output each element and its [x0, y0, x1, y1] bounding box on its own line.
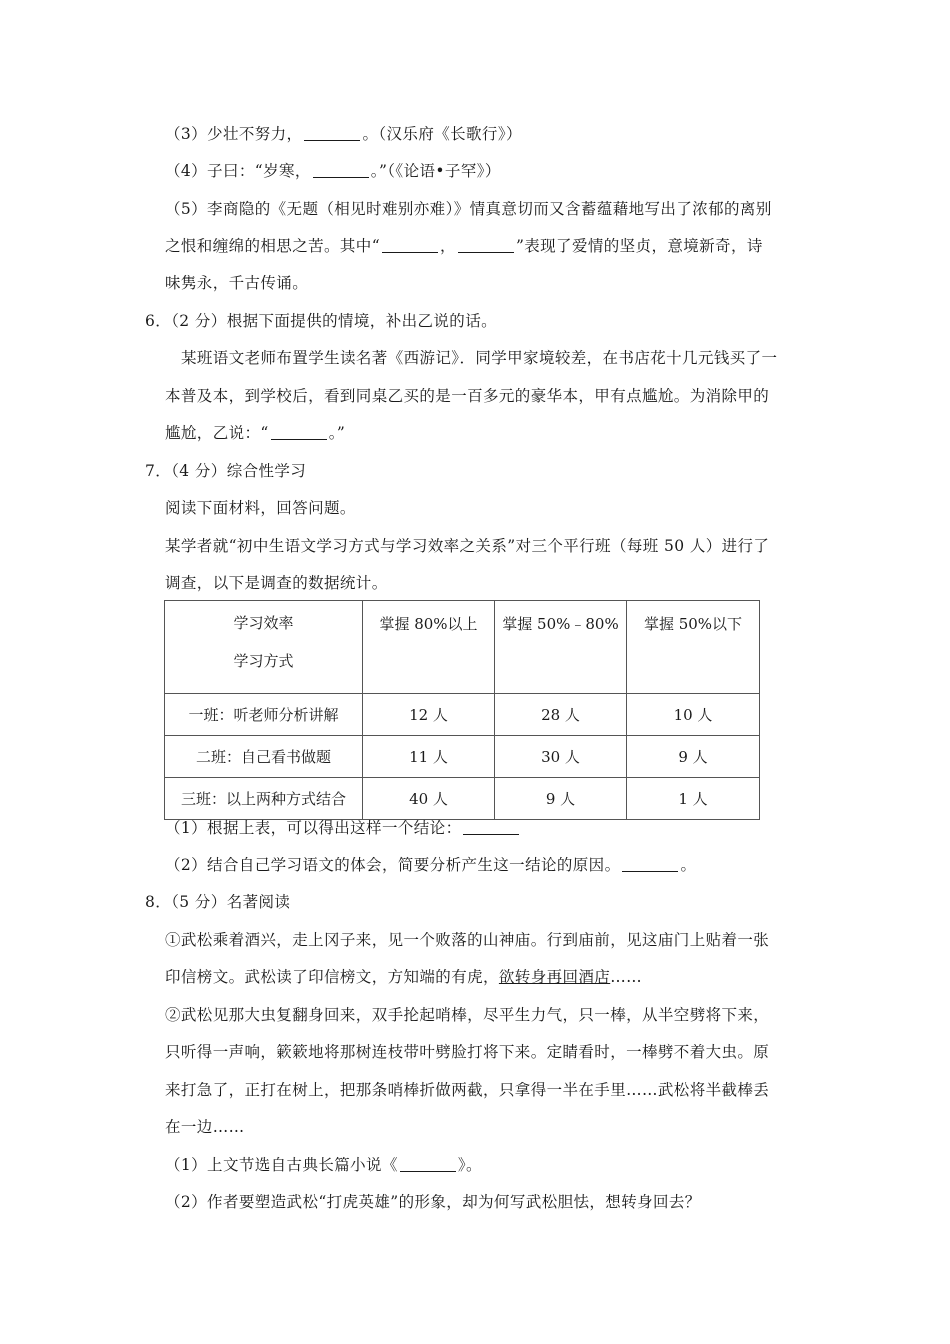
- q7-sub1: [165, 818, 521, 838]
- row-label: 三班：以上两种方式结合: [165, 778, 363, 820]
- q5-item3: [165, 124, 522, 144]
- q5-item5-line2-prefix: 之恨和缠绵的相思之苦。其中“: [165, 237, 381, 255]
- q5-item4-suffix: 。”（《论语•子罕》）: [370, 162, 501, 180]
- column-header: 掌握 80%以上: [363, 601, 495, 694]
- answer-blank[interactable]: [400, 1156, 456, 1172]
- q5-item4-prefix: （4）子曰：“岁寒，: [165, 162, 311, 180]
- q8-sub1-text: （1）上文节选自古典长篇小说《: [165, 1156, 398, 1174]
- q8-p2-line3: 来打急了，正打在树上，把那条哨棒折做两截，只拿得一半在手里……武松将半截棒丢: [165, 1081, 770, 1099]
- q8-p1-line2-suffix: ……: [610, 968, 643, 986]
- table-header-row: [165, 601, 760, 694]
- answer-blank[interactable]: [304, 125, 360, 141]
- row-label: 一班：听老师分析讲解: [165, 694, 363, 736]
- table-row: [165, 778, 760, 820]
- answer-blank[interactable]: [271, 424, 327, 440]
- column-header: 掌握 50%以下: [627, 601, 760, 694]
- q8-title: 8．（5 分）名著阅读: [145, 893, 291, 911]
- q8-p1-line2-prefix: 印信榜文。武松读了印信榜文，方知端的有虎，: [165, 968, 499, 986]
- q8-sub2: （2）作者要塑造武松“打虎英雄”的形象，却为何写武松胆怯，想转身回去？: [165, 1193, 701, 1211]
- q5-item4: [165, 161, 501, 181]
- q8-sub1: [165, 1155, 482, 1175]
- q8-p2-line2: 只听得一声响，簌簌地将那树连枝带叶劈脸打将下来。定睛看时，一棒劈不着大虫。原: [165, 1043, 770, 1061]
- table-cell: 40 人: [363, 778, 495, 820]
- table-row: [165, 736, 760, 778]
- underlined-phrase: 欲转身再回酒店: [498, 968, 611, 986]
- q7-sub1-text: （1）根据上表，可以得出这样一个结论：: [165, 819, 462, 837]
- row-label: 二班：自己看书做题: [165, 736, 363, 778]
- header-method: 学习方式: [233, 652, 294, 670]
- answer-blank[interactable]: [382, 237, 438, 253]
- q6-line3-prefix: 尴尬，乙说：“: [165, 424, 269, 442]
- q5-item5-line2-comma: ，: [440, 237, 456, 255]
- answer-blank[interactable]: [463, 819, 519, 835]
- q7-sub2-text: （2）结合自己学习语文的体会，简要分析产生这一结论的原因。: [165, 856, 621, 874]
- q6-line2: 本普及本，到学校后，看到同桌乙买的是一百多元的豪华本，甲有点尴尬。为消除甲的: [165, 387, 770, 405]
- q5-item5-line2: [165, 236, 763, 256]
- column-header: 掌握 50%﹣80%: [495, 601, 627, 694]
- q5-item5-line1: （5）李商隐的《无题（相见时难别亦难）》情真意切而又含蓄蕴藉地写出了浓郁的离别: [165, 200, 772, 218]
- q5-item3-suffix: 。（汉乐府《长歌行》）: [362, 125, 522, 143]
- q7-intro: 阅读下面材料，回答问题。: [165, 499, 356, 517]
- q8-p2-line1: ②武松见那大虫复翻身回来，双手抡起哨棒，尽平生力气，只一棒，从半空劈将下来，: [165, 1006, 770, 1024]
- answer-blank[interactable]: [622, 856, 678, 872]
- q6-line1: 某班语文老师布置学生读名著《西游记》．同学甲家境较差，在书店花十几元钱买了一: [181, 349, 778, 367]
- q6-title: 6．（2 分）根据下面提供的情境，补出乙说的话。: [145, 312, 498, 330]
- header-efficiency: 学习效率: [233, 614, 294, 632]
- q7-para2: 调查，以下是调查的数据统计。: [165, 574, 388, 592]
- q5-item5-line2-suffix: ”表现了爱情的坚贞，意境新奇，诗: [515, 237, 763, 255]
- q8-p2-line4: 在一边……: [165, 1118, 245, 1136]
- q6-line3-suffix: 。”: [328, 424, 346, 442]
- survey-table: [164, 600, 760, 820]
- q5-item3-prefix: （3）少壮不努力，: [165, 125, 303, 143]
- q7-sub2: [165, 855, 696, 875]
- table-cell: 9 人: [627, 736, 760, 778]
- q6-line3: [165, 423, 345, 443]
- table-corner-cell: [165, 601, 363, 694]
- q7-sub2-suffix: 。: [680, 856, 697, 874]
- q8-p1-line1: ①武松乘着酒兴，走上冈子来，见一个败落的山神庙。行到庙前，见这庙门上贴着一张: [165, 931, 770, 949]
- q5-item5-line3: 味隽永，千古传诵。: [165, 274, 309, 292]
- answer-blank[interactable]: [313, 162, 369, 178]
- table-cell: 9 人: [495, 778, 627, 820]
- q8-sub1-suffix: 》。: [457, 1156, 482, 1174]
- table-cell: 11 人: [363, 736, 495, 778]
- table-cell: 12 人: [363, 694, 495, 736]
- q7-para1: 某学者就“初中生语文学习方式与学习效率之关系”对三个平行班（每班 50 人）进行了: [165, 537, 770, 555]
- q8-p1-line2: [165, 967, 642, 987]
- table-cell: 30 人: [495, 736, 627, 778]
- table-cell: 10 人: [627, 694, 760, 736]
- answer-blank[interactable]: [458, 237, 514, 253]
- table-cell: 1 人: [627, 778, 760, 820]
- table-row: [165, 694, 760, 736]
- q7-title: 7．（4 分）综合性学习: [145, 462, 307, 480]
- table-cell: 28 人: [495, 694, 627, 736]
